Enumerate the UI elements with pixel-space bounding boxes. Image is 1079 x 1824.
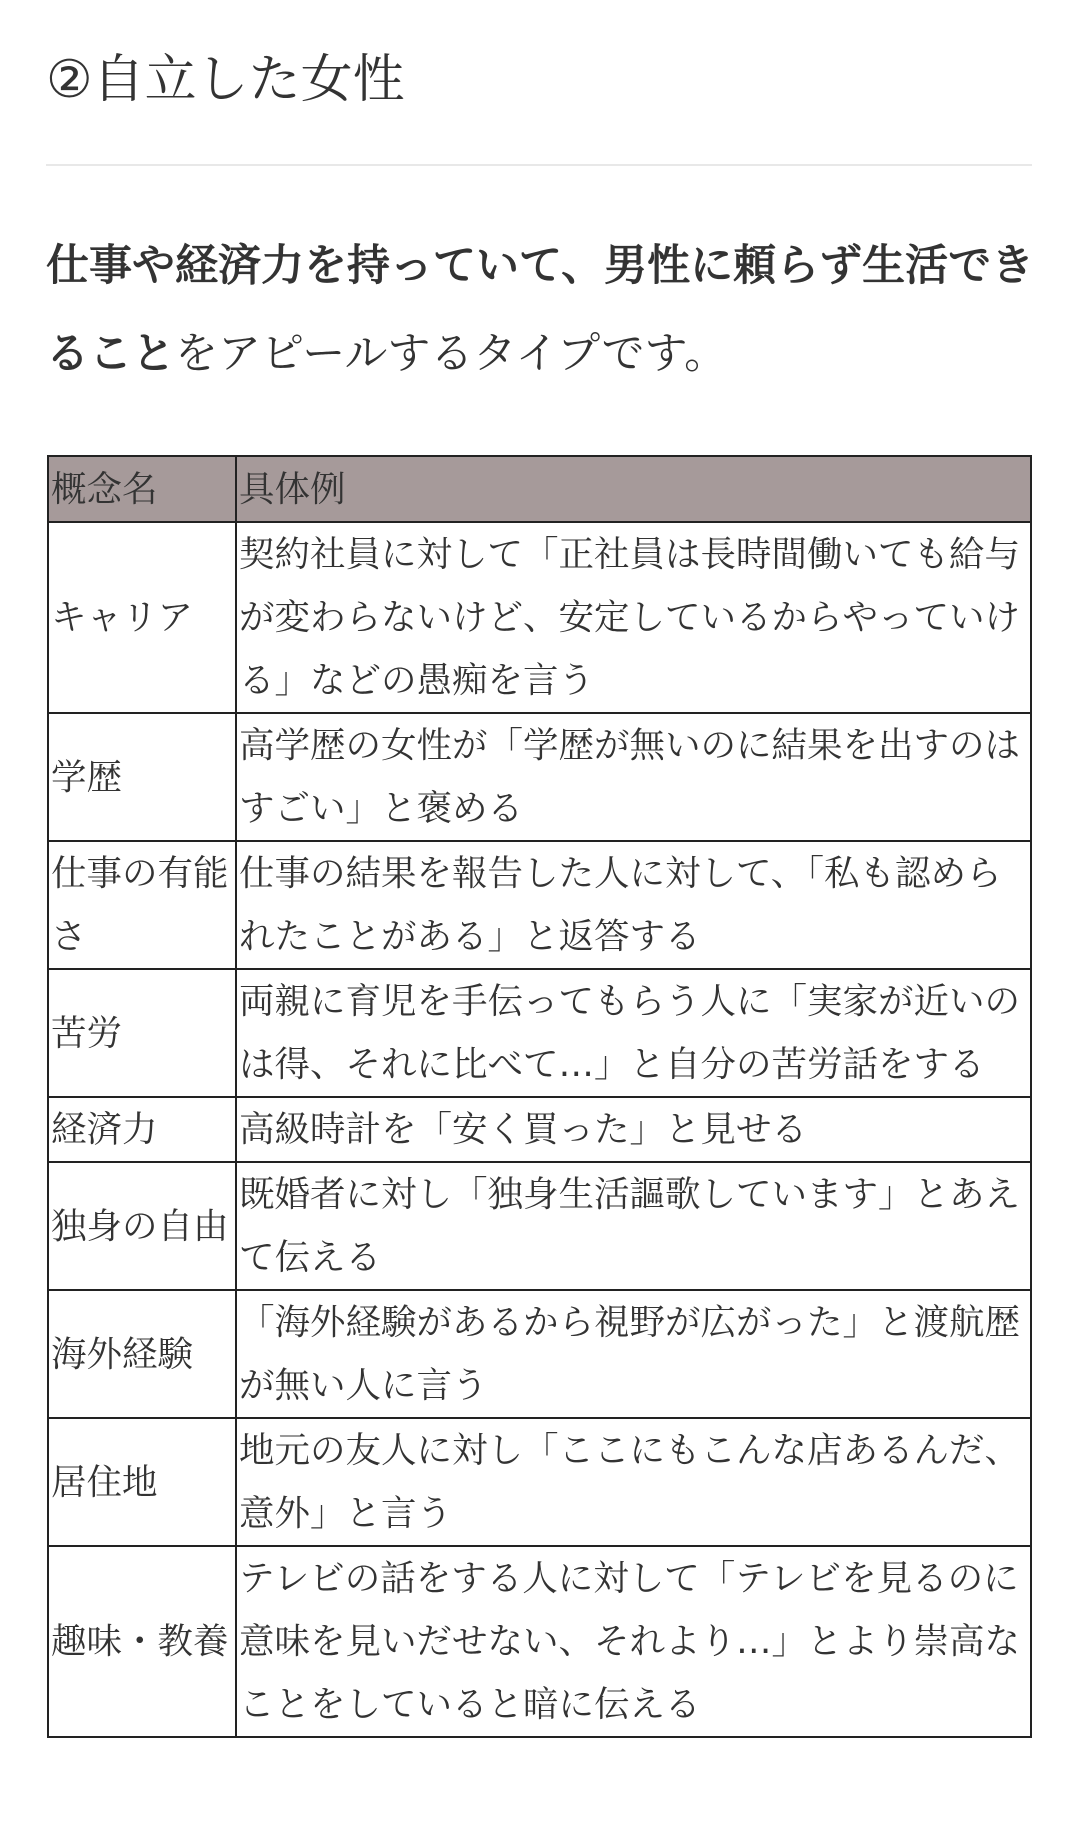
- concept-cell: キャリア: [48, 522, 236, 713]
- concept-cell: 趣味・教養: [48, 1546, 236, 1737]
- intro-paragraph: [46, 222, 1036, 398]
- section-divider: [46, 164, 1032, 166]
- concept-cell: 仕事の有能さ: [48, 841, 236, 969]
- table-row: [48, 1290, 1031, 1418]
- intro-bold-text: 仕事や経済力を持っていて、男性に頼らず生活できること: [46, 241, 1035, 379]
- section-heading: ②自立した女性: [46, 50, 405, 110]
- concept-cell: 苦労: [48, 969, 236, 1097]
- example-cell: 地元の友人に対し「ここにもこんな店あるんだ、意外」と言う: [236, 1418, 1031, 1546]
- concept-cell: 海外経験: [48, 1290, 236, 1418]
- example-cell: 契約社員に対して「正社員は長時間働いても給与が変わらないけど、安定しているからやっていける」などの愚痴を言う: [236, 522, 1031, 713]
- table-row: [48, 522, 1031, 713]
- table-row: [48, 969, 1031, 1097]
- concept-cell: 学歴: [48, 713, 236, 841]
- table-row: [48, 1546, 1031, 1737]
- table-row: [48, 713, 1031, 841]
- table-row: [48, 841, 1031, 969]
- header-concept-name: 概念名: [48, 456, 236, 522]
- table-header-row: [48, 456, 1031, 522]
- example-cell: 両親に育児を手伝ってもらう人に「実家が近いのは得、それに比べて…」と自分の苦労話をする: [236, 969, 1031, 1097]
- concept-cell: 経済力: [48, 1097, 236, 1162]
- example-cell: 高学歴の女性が「学歴が無いのに結果を出すのはすごい」と褒める: [236, 713, 1031, 841]
- example-cell: 既婚者に対し「独身生活謳歌しています」とあえて伝える: [236, 1162, 1031, 1290]
- intro-text: をアピールするタイプです。: [175, 329, 728, 379]
- example-cell: テレビの話をする人に対して「テレビを見るのに意味を見いだせない、それより…」とより崇高なことをしていると暗に伝える: [236, 1546, 1031, 1737]
- concept-table: [47, 455, 1032, 1738]
- header-example: 具体例: [236, 456, 1031, 522]
- table-row: [48, 1162, 1031, 1290]
- example-cell: 高級時計を「安く買った」と見せる: [236, 1097, 1031, 1162]
- example-cell: 仕事の結果を報告した人に対して、「私も認められたことがある」と返答する: [236, 841, 1031, 969]
- concept-cell: 独身の自由: [48, 1162, 236, 1290]
- concept-cell: 居住地: [48, 1418, 236, 1546]
- example-cell: 「海外経験があるから視野が広がった」と渡航歴が無い人に言う: [236, 1290, 1031, 1418]
- table-row: [48, 1097, 1031, 1162]
- table-row: [48, 1418, 1031, 1546]
